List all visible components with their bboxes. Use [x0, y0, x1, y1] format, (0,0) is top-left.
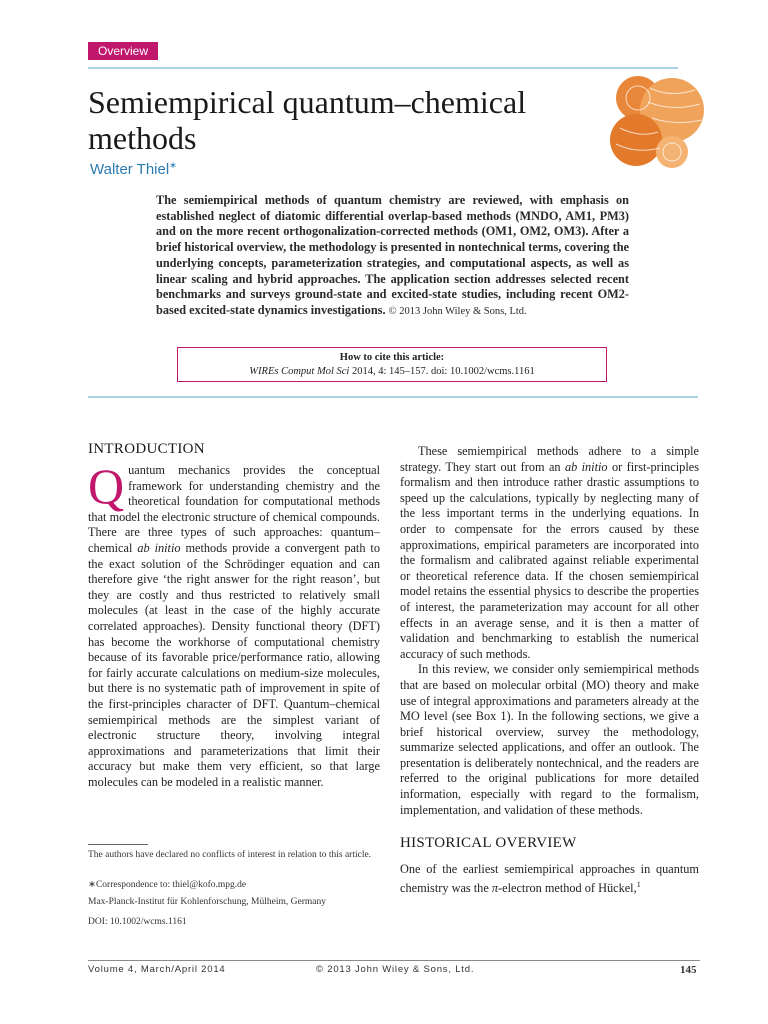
historical-overview-heading: HISTORICAL OVERVIEW [400, 835, 577, 852]
footnote-divider [88, 844, 148, 845]
historical-paragraph-1 [400, 862, 699, 897]
footer-divider [88, 960, 700, 961]
reference-marker[interactable]: 1 [636, 880, 641, 890]
cite-heading: How to cite this article: [339, 352, 445, 363]
footnote-conflict: The authors have declared no conflicts of interest in relation to this article. [88, 850, 372, 860]
abstract [156, 193, 629, 320]
author-name-text[interactable]: Walter Thiel [90, 161, 170, 178]
author-mark: ∗ [169, 160, 177, 170]
left-column [88, 458, 381, 790]
cite-details: 2014, 4: 145–157. doi: 10.1002/wcms.1161 [349, 366, 535, 377]
historical-p1-part-a: One of the earliest semiempirical approaches in quantum chemistry was the [400, 861, 699, 896]
section-divider [88, 396, 698, 398]
abstract-text: The semiempirical methods of quantum chemistry are reviewed, with emphasis on established neglect of diatomic differential overlap-based methods (MNDO, AM1, PM3) and on the more recent orthogonalization-corrected methods (OM1, OM2, OM3). After a brief historical overview, the methodology is presented in nontechnical terms, covering the underlying concepts, parameterization strategies, and computational aspects, as well as linear scaling and hybrid approaches. The application section addresses selected recent benchmarks and surveys ground-state and excited-state studies, including recent OM2-based excited-state dynamics investigations. [156, 193, 629, 317]
intro-p2-part-b: or first-principles formalism and then introduce rather drastic assumptions to speed up the calculations, typically by neglecting many of the less important terms in the underlying equations. In order to compensate for the errors caused by these approximations, empirical parameters are incorporated into the formalism and calibrated against reliable experimental or theoretical reference data. If the chosen semiempirical model retains the essential physics to describe the properties of interest, the parameterization may account for all other effects in an average sense, and it is then a matter of validation and benchmarking to establish the numerical accuracy of such methods. [400, 459, 699, 661]
intro-p2-part-a: These semiempirical methods adhere to a simple strategy. They start out from an [400, 444, 699, 474]
overview-badge: Overview [88, 42, 158, 60]
introduction-heading: INTRODUCTION [88, 441, 205, 457]
footnote-affiliation: Max-Planck-Institut für Kohlenforschung, Mülheim, Germany [88, 897, 326, 907]
article-title: Semiempirical quantum–chemical methods [88, 84, 527, 156]
pi-symbol: π [491, 881, 499, 896]
cite-reference[interactable] [178, 365, 606, 379]
intro-p1-part-a: uantum mechanics provides the conceptual framework for understanding chemistry and the theoretical foundation for computational methods that model the electronic structure of chemical compounds. There are three types of such approaches: quantum–chemical [88, 463, 380, 555]
footnote-correspondence[interactable]: ∗Correspondence to: thiel@kofo.mpg.de [88, 880, 247, 890]
top-divider [88, 67, 678, 69]
intro-p2-emphasis: ab initio [564, 459, 608, 474]
right-column [400, 444, 699, 897]
intro-p1-part-b: methods provide a convergent path to the exact solution of the Schrödinger equation and can therefore give ‘the right answer for the right reason’, but they are costly and thus restricted to relatively small molecules (at least in the case of the highly accurate correlated approaches). Density functional theory (DFT) has become the workhorse of computational chemistry because of its favorable price/performance ratio, allowing for fairly accurate calculations on medium-size molecules, but there is no systematic path of improvement in spite of the first-principles character of DFT. Quantum–chemical semiempirical methods are the simplest variant of electronic structure theory, involving integral approximations and parameterizations that limit their accuracy but make them very efficient, so that large molecules can be modeled in a realistic manner. [88, 540, 381, 789]
intro-paragraph-1 [88, 458, 381, 790]
footer-volume: Volume 4, March/April 2014 [88, 964, 226, 975]
wires-circles-logo-icon [600, 68, 710, 178]
intro-paragraph-2 [400, 444, 699, 662]
page-number: 145 [680, 964, 697, 976]
cite-box [177, 347, 607, 382]
footer-copyright: © 2013 John Wiley & Sons, Ltd. [316, 964, 475, 975]
abstract-copyright: © 2013 John Wiley & Sons, Ltd. [388, 305, 527, 317]
drop-cap: Q [88, 458, 125, 514]
author-name[interactable] [90, 160, 177, 178]
footnote-doi[interactable]: DOI: 10.1002/wcms.1161 [88, 917, 187, 927]
historical-p1-part-b: -electron method of Hückel, [498, 881, 637, 896]
intro-paragraph-3: In this review, we consider only semiempirical methods that are based on molecular orbital (MO) theory and make use of integral approximations and parameters already at the MO level (see Box 1). In the following sections, we give a brief historical overview, survey the methodology, summarize selected applications, and offer an outlook. The presentation is deliberately nontechnical, and the readers are referred to the original publications for more detailed information, especially with regard to the formalism, implementation, and validation of these methods. [400, 662, 699, 817]
intro-p1-emphasis: ab initio [137, 540, 181, 555]
cite-journal: WIREs Comput Mol Sci [249, 366, 350, 377]
